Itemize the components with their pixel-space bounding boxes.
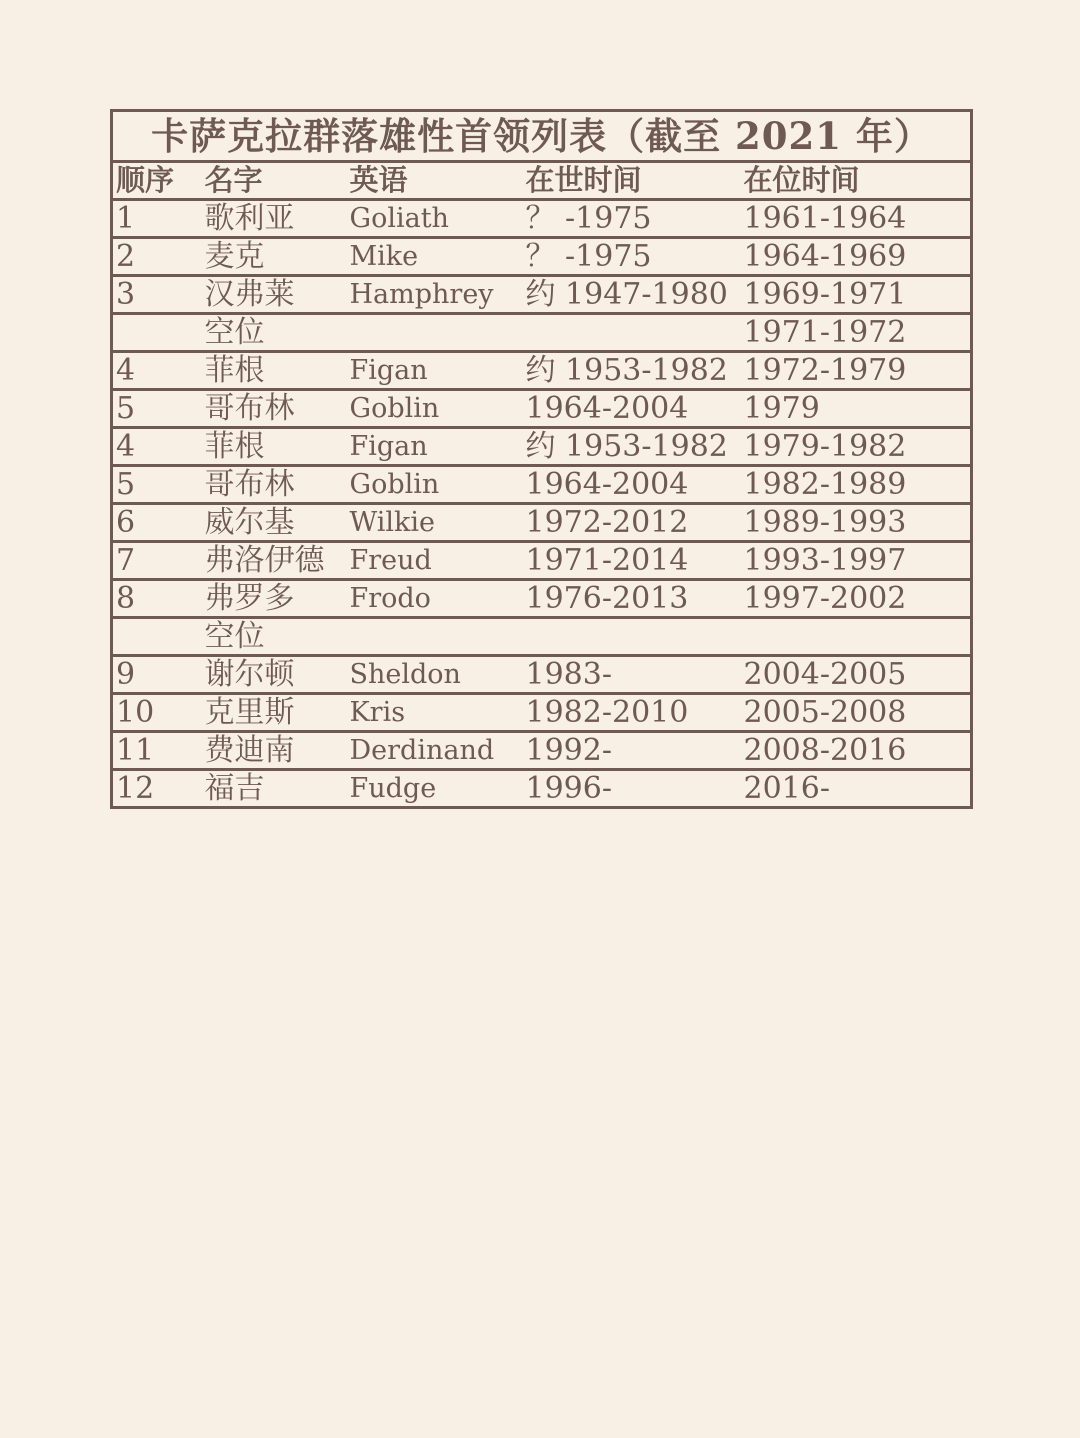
table-row xyxy=(112,276,972,314)
table-row xyxy=(112,656,972,694)
cell-order: 8 xyxy=(112,580,202,618)
cell-order: 2 xyxy=(112,238,202,276)
cell-order: 11 xyxy=(112,732,202,770)
cell-reign: 2016- xyxy=(741,770,972,808)
cell-name: 克里斯 xyxy=(202,694,347,732)
cell-name: 菲根 xyxy=(202,428,347,466)
cell-lifespan: 约 1953-1982 xyxy=(523,428,741,466)
cell-english: Frodo xyxy=(347,580,523,618)
cell-reign: 2008-2016 xyxy=(741,732,972,770)
cell-english: Derdinand xyxy=(347,732,523,770)
table-row xyxy=(112,428,972,466)
cell-name: 哥布林 xyxy=(202,466,347,504)
cell-lifespan: 1982-2010 xyxy=(523,694,741,732)
cell-lifespan: 1964-2004 xyxy=(523,466,741,504)
cell-english xyxy=(347,314,523,352)
header-reign: 在位时间 xyxy=(743,163,860,197)
cell-order xyxy=(112,314,202,352)
cell-name: 汉弗莱 xyxy=(202,276,347,314)
cell-lifespan: 1972-2012 xyxy=(523,504,741,542)
cell-order: 1 xyxy=(112,200,202,238)
cell-english: Goblin xyxy=(347,466,523,504)
table-row xyxy=(112,200,972,238)
cell-english: Hamphrey xyxy=(347,276,523,314)
cell-english xyxy=(347,618,523,656)
cell-lifespan: ？ -1975 xyxy=(523,238,741,276)
cell-lifespan: 1983- xyxy=(523,656,741,694)
cell-name: 威尔基 xyxy=(202,504,347,542)
cell-name: 空位 xyxy=(202,618,347,656)
cell-reign: 1982-1989 xyxy=(741,466,972,504)
cell-name: 麦克 xyxy=(202,238,347,276)
cell-reign: 1961-1964 xyxy=(741,200,972,238)
table-title: 卡萨克拉群落雄性首领列表（截至 2021 年） xyxy=(112,111,972,162)
cell-english: Kris xyxy=(347,694,523,732)
cell-order: 6 xyxy=(112,504,202,542)
alpha-male-table-container xyxy=(110,109,970,809)
table-row xyxy=(112,504,972,542)
cell-order: 5 xyxy=(112,466,202,504)
cell-name: 歌利亚 xyxy=(202,200,347,238)
header-order: 顺序 xyxy=(116,163,175,197)
cell-order: 4 xyxy=(112,428,202,466)
cell-order: 3 xyxy=(112,276,202,314)
cell-order: 4 xyxy=(112,352,202,390)
cell-order xyxy=(112,618,202,656)
cell-name: 弗罗多 xyxy=(202,580,347,618)
cell-lifespan xyxy=(523,618,741,656)
table-row xyxy=(112,314,972,352)
table-row xyxy=(112,694,972,732)
alpha-male-table xyxy=(110,109,973,809)
cell-english: Freud xyxy=(347,542,523,580)
header-english: 英语 xyxy=(349,163,408,197)
cell-english: Figan xyxy=(347,428,523,466)
header-name: 名字 xyxy=(204,163,263,197)
cell-lifespan: 1971-2014 xyxy=(523,542,741,580)
cell-reign: 1997-2002 xyxy=(741,580,972,618)
cell-name: 费迪南 xyxy=(202,732,347,770)
cell-reign xyxy=(741,618,972,656)
cell-name: 哥布林 xyxy=(202,390,347,428)
cell-english: Mike xyxy=(347,238,523,276)
cell-english: Figan xyxy=(347,352,523,390)
cell-english: Fudge xyxy=(347,770,523,808)
cell-order: 9 xyxy=(112,656,202,694)
table-header-row xyxy=(112,162,972,200)
cell-lifespan: 约 1947-1980 xyxy=(523,276,741,314)
cell-order: 12 xyxy=(112,770,202,808)
cell-lifespan: 1976-2013 xyxy=(523,580,741,618)
cell-reign: 1969-1971 xyxy=(741,276,972,314)
table-row xyxy=(112,732,972,770)
cell-reign: 1979 xyxy=(741,390,972,428)
cell-order: 5 xyxy=(112,390,202,428)
table-body xyxy=(112,200,972,808)
cell-reign: 1964-1969 xyxy=(741,238,972,276)
cell-order: 10 xyxy=(112,694,202,732)
table-row xyxy=(112,770,972,808)
cell-reign: 1979-1982 xyxy=(741,428,972,466)
cell-name: 福吉 xyxy=(202,770,347,808)
cell-name: 弗洛伊德 xyxy=(202,542,347,580)
cell-english: Sheldon xyxy=(347,656,523,694)
cell-english: Goliath xyxy=(347,200,523,238)
cell-name: 谢尔顿 xyxy=(202,656,347,694)
cell-reign: 1993-1997 xyxy=(741,542,972,580)
cell-lifespan: 1992- xyxy=(523,732,741,770)
cell-name: 菲根 xyxy=(202,352,347,390)
cell-reign: 1972-1979 xyxy=(741,352,972,390)
cell-lifespan xyxy=(523,314,741,352)
cell-english: Goblin xyxy=(347,390,523,428)
table-row xyxy=(112,238,972,276)
cell-lifespan: 约 1953-1982 xyxy=(523,352,741,390)
table-row xyxy=(112,542,972,580)
cell-reign: 1971-1972 xyxy=(741,314,972,352)
cell-reign: 2005-2008 xyxy=(741,694,972,732)
header-lifespan: 在世时间 xyxy=(525,163,642,197)
cell-lifespan: 1964-2004 xyxy=(523,390,741,428)
cell-lifespan: ？ -1975 xyxy=(523,200,741,238)
table-row xyxy=(112,618,972,656)
cell-english: Wilkie xyxy=(347,504,523,542)
table-row xyxy=(112,352,972,390)
cell-name: 空位 xyxy=(202,314,347,352)
cell-order: 7 xyxy=(112,542,202,580)
table-row xyxy=(112,390,972,428)
table-row xyxy=(112,466,972,504)
cell-reign: 2004-2005 xyxy=(741,656,972,694)
cell-lifespan: 1996- xyxy=(523,770,741,808)
cell-reign: 1989-1993 xyxy=(741,504,972,542)
table-row xyxy=(112,580,972,618)
